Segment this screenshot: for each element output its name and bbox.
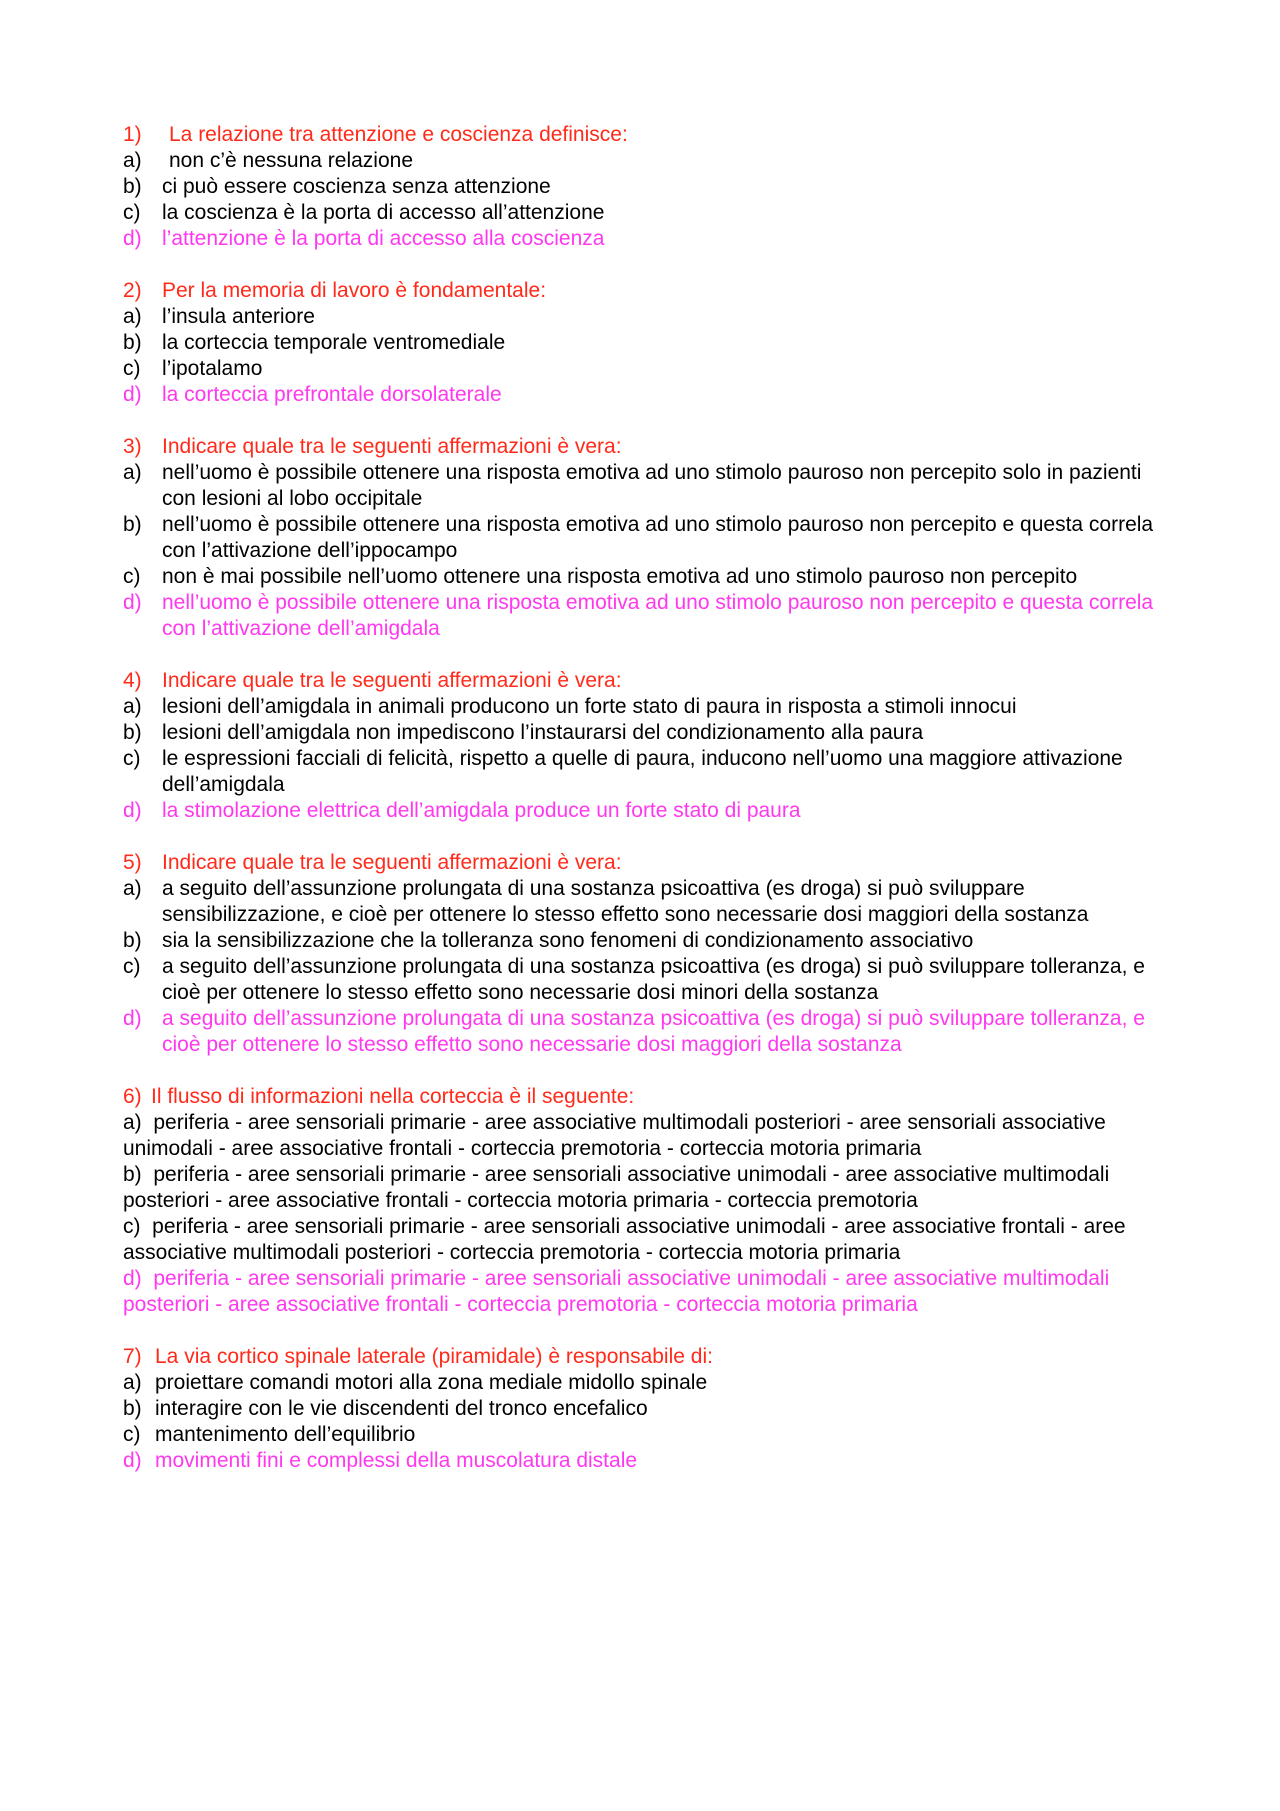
question-4: [123, 668, 1163, 824]
question-text: Indicare quale tra le seguenti affermazioni è vera:: [162, 851, 622, 874]
question-number: 1): [123, 123, 142, 146]
option-label: c): [123, 1215, 141, 1238]
option-text: nell’uomo è possibile ottenere una risposta emotiva ad uno stimolo pauroso non percepito e questa correla con l’attivazione dell’ippocampo: [162, 513, 1159, 562]
question-title: [123, 278, 1163, 304]
question-number: 2): [123, 279, 142, 302]
option-text: lesioni dell’amigdala in animali producono un forte stato di paura in risposta a stimoli innocui: [162, 695, 1017, 718]
option-text: l’ipotalamo: [162, 357, 263, 380]
option-text: periferia - aree sensoriali primarie - aree sensoriali associative unimodali - aree associative multimodali posteriori - aree associative frontali - corteccia motoria primaria - corteccia premotoria: [123, 1163, 1110, 1212]
option-text: a seguito dell’assunzione prolungata di una sostanza psicoattiva (es droga) si può sviluppare sensibilizzazione, e cioè per ottenere lo stesso effetto sono necessarie dosi maggiori della sostanza: [162, 877, 1089, 926]
option-text: l’insula anteriore: [162, 305, 315, 328]
option-a: [123, 694, 1163, 720]
option-c: [123, 356, 1163, 382]
option-text: nell’uomo è possibile ottenere una risposta emotiva ad uno stimolo pauroso non percepito solo in pazienti con lesioni al lobo occipitale: [162, 461, 1148, 510]
option-d-correct: [123, 1448, 1163, 1474]
option-b: [123, 174, 1163, 200]
question-title: [123, 668, 1163, 694]
option-label: b): [123, 929, 142, 952]
question-number: 4): [123, 669, 142, 692]
option-text: nell’uomo è possibile ottenere una risposta emotiva ad uno stimolo pauroso non percepito e questa correla con l’attivazione dell’amigdala: [162, 591, 1159, 640]
option-a: [123, 876, 1163, 928]
option-a: [123, 460, 1163, 512]
option-label: c): [123, 1423, 141, 1446]
question-text: Il flusso di informazioni nella corteccia è il seguente:: [151, 1085, 635, 1108]
option-label: d): [123, 1267, 142, 1290]
option-label: d): [123, 1449, 142, 1472]
option-text: la corteccia temporale ventromediale: [162, 331, 506, 354]
option-c: [123, 954, 1163, 1006]
option-d-correct: [123, 226, 1163, 252]
option-label: a): [123, 305, 142, 328]
option-label: a): [123, 1111, 142, 1134]
option-a: [123, 1110, 1163, 1162]
option-d-correct: [123, 1006, 1163, 1058]
option-text: la stimolazione elettrica dell’amigdala produce un forte stato di paura: [162, 799, 801, 822]
option-label: a): [123, 877, 142, 900]
option-c: [123, 200, 1163, 226]
option-b: [123, 1396, 1163, 1422]
question-5: [123, 850, 1163, 1058]
option-label: a): [123, 149, 142, 172]
option-b: [123, 928, 1163, 954]
option-text: periferia - aree sensoriali primarie - aree sensoriali associative unimodali - aree associative multimodali posteriori - aree associative frontali - corteccia premotoria - corteccia motoria primaria: [123, 1267, 1110, 1316]
question-3: [123, 434, 1163, 642]
option-label: d): [123, 799, 142, 822]
question-title: [123, 1084, 1163, 1110]
option-a: [123, 1370, 1163, 1396]
option-label: d): [123, 1007, 142, 1030]
option-label: b): [123, 513, 142, 536]
option-text: ci può essere coscienza senza attenzione: [162, 175, 551, 198]
option-label: a): [123, 695, 142, 718]
option-b: [123, 512, 1163, 564]
option-label: c): [123, 357, 141, 380]
option-label: c): [123, 201, 141, 224]
option-label: b): [123, 721, 142, 744]
option-label: d): [123, 383, 142, 406]
option-text: a seguito dell’assunzione prolungata di una sostanza psicoattiva (es droga) si può sviluppare tolleranza, e cioè per ottenere lo stesso effetto sono necessarie dosi maggiori della sostanza: [162, 1007, 1151, 1056]
option-text: mantenimento dell’equilibrio: [155, 1423, 416, 1446]
question-6: [123, 1084, 1163, 1318]
question-text: Per la memoria di lavoro è fondamentale:: [162, 279, 547, 302]
option-b: [123, 330, 1163, 356]
option-text: a seguito dell’assunzione prolungata di una sostanza psicoattiva (es droga) si può sviluppare tolleranza, e cioè per ottenere lo stesso effetto sono necessarie dosi minori della sostanza: [162, 955, 1151, 1004]
option-label: d): [123, 591, 142, 614]
question-text: Indicare quale tra le seguenti affermazioni è vera:: [162, 669, 622, 692]
option-label: b): [123, 1163, 142, 1186]
option-label: c): [123, 955, 141, 978]
option-a: [123, 304, 1163, 330]
option-text: periferia - aree sensoriali primarie - aree associative multimodali posteriori - aree sensoriali associative unimodali - aree associative frontali - corteccia premotoria - corteccia motoria primaria: [123, 1111, 1106, 1160]
option-label: a): [123, 1371, 142, 1394]
option-text: la coscienza è la porta di accesso all’attenzione: [162, 201, 605, 224]
question-title: [123, 122, 1163, 148]
question-number: 3): [123, 435, 142, 458]
question-number: 7): [123, 1345, 142, 1368]
option-d-correct: [123, 798, 1163, 824]
option-b: [123, 1162, 1163, 1214]
question-title: [123, 434, 1163, 460]
option-label: a): [123, 461, 142, 484]
option-text: non c’è nessuna relazione: [169, 149, 414, 172]
option-c: [123, 1214, 1163, 1266]
option-label: b): [123, 175, 142, 198]
option-text: interagire con le vie discendenti del tronco encefalico: [155, 1397, 648, 1420]
option-d-correct: [123, 1266, 1163, 1318]
option-label: c): [123, 747, 141, 770]
option-label: c): [123, 565, 141, 588]
option-c: [123, 746, 1163, 798]
option-text: sia la sensibilizzazione che la tolleranza sono fenomeni di condizionamento associativo: [162, 929, 974, 952]
option-text: l’attenzione è la porta di accesso alla coscienza: [162, 227, 605, 250]
option-text: periferia - aree sensoriali primarie - aree sensoriali associative unimodali - aree associative frontali - aree associative multimodali posteriori - corteccia premotoria - corteccia motoria primaria: [123, 1215, 1126, 1264]
question-title: [123, 1344, 1163, 1370]
option-text: movimenti fini e complessi della muscolatura distale: [155, 1449, 638, 1472]
question-text: Indicare quale tra le seguenti affermazioni è vera:: [162, 435, 622, 458]
option-text: le espressioni facciali di felicità, rispetto a quelle di paura, inducono nell’uomo una maggiore attivazione dell’amigdala: [162, 747, 1129, 796]
option-d-correct: [123, 382, 1163, 408]
option-text: non è mai possibile nell’uomo ottenere una risposta emotiva ad uno stimolo pauroso non percepito: [162, 565, 1078, 588]
option-label: b): [123, 331, 142, 354]
question-text: La via cortico spinale laterale (piramidale) è responsabile di:: [155, 1345, 713, 1368]
question-title: [123, 850, 1163, 876]
question-text: La relazione tra attenzione e coscienza definisce:: [169, 123, 628, 146]
option-c: [123, 1422, 1163, 1448]
question-7: [123, 1344, 1163, 1474]
question-number: 5): [123, 851, 142, 874]
option-b: [123, 720, 1163, 746]
option-label: d): [123, 227, 142, 250]
option-text: proiettare comandi motori alla zona mediale midollo spinale: [155, 1371, 708, 1394]
option-text: la corteccia prefrontale dorsolaterale: [162, 383, 502, 406]
quiz-page: [123, 122, 1163, 1500]
question-1: [123, 122, 1163, 252]
option-a: [123, 148, 1163, 174]
option-label: b): [123, 1397, 142, 1420]
option-text: lesioni dell’amigdala non impediscono l’instaurarsi del condizionamento alla paura: [162, 721, 924, 744]
option-c: [123, 564, 1163, 590]
question-2: [123, 278, 1163, 408]
question-number: 6): [123, 1085, 142, 1108]
option-d-correct: [123, 590, 1163, 642]
